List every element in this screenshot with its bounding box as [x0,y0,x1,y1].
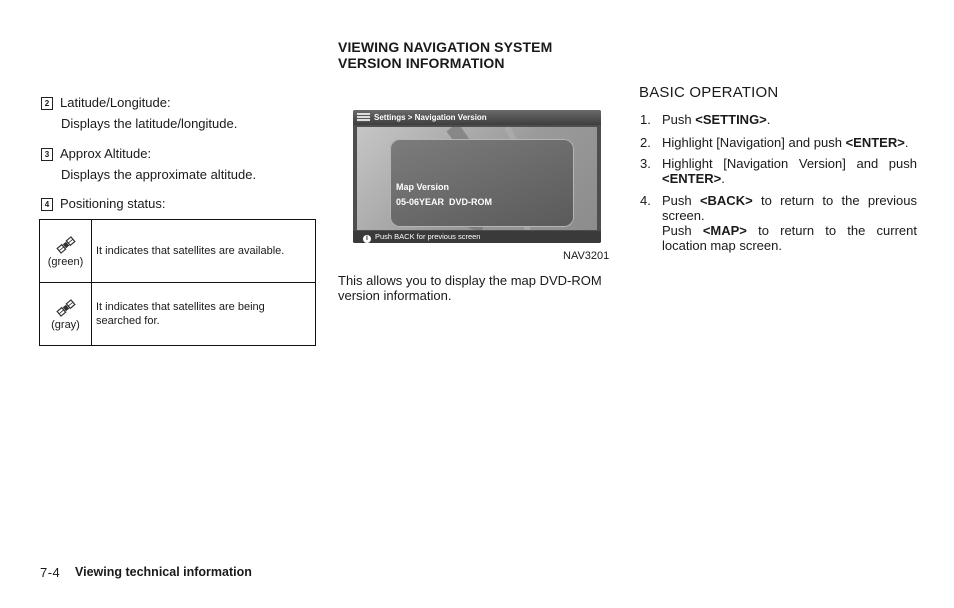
step-text-part: to return to the current [746,223,918,238]
key-name: <BACK> [699,193,753,208]
item-label: Positioning status: [60,196,166,211]
item-description: Displays the approximate altitude. [61,167,257,182]
item-number-badge: 2 [41,97,53,110]
table-row [40,283,316,346]
screen-body [357,127,597,230]
item-label: Latitude/Longitude: [60,95,171,110]
icon-cell [40,283,92,346]
step-line [662,223,917,238]
item-number-badge: 3 [41,148,53,161]
item-latlong [41,95,171,110]
version-panel [390,139,574,227]
step-number: 1. [640,112,651,127]
satellite-icon [56,298,76,318]
footer-title: Viewing technical information [75,565,252,579]
info-icon: i [363,235,371,243]
version-value: 05-06YEAR DVD-ROM [396,197,493,207]
step-number: 4. [640,193,651,208]
screen-footer-bar [353,231,601,243]
section-title-line: VIEWING NAVIGATION SYSTEM [338,39,553,55]
satellite-icon [56,235,76,255]
paragraph-line: version information. [338,288,452,303]
step-text-part: screen. [662,208,705,223]
step-text-part: Push [662,112,696,127]
navigation-screen-image [353,110,601,243]
basic-operation-heading: BASIC OPERATION [639,84,779,101]
screen-menu-icon [357,113,370,122]
step-text-part: to return to the previous [752,193,917,208]
item-positioning [41,196,166,211]
step-text [662,135,917,150]
page-number: 7-4 [40,565,61,580]
item-altitude [41,146,151,161]
step-text [662,193,917,253]
screen-footer-text: Push BACK for previous screen [375,232,481,241]
item-description: Displays the latitude/longitude. [61,116,238,131]
step-text-part: . [721,171,725,186]
step-text [662,156,917,186]
step-text-part: location map screen. [662,238,782,253]
step-number: 3. [640,156,651,171]
key-name: <ENTER> [662,171,722,186]
version-label: Map Version [396,182,450,192]
description-paragraph [338,273,617,303]
step-line [662,193,917,208]
figure-id: NAV3201 [563,250,610,262]
key-name: <SETTING> [695,112,767,127]
key-name: <MAP> [702,223,747,238]
step-text-part: Push [662,223,703,238]
step-text-part: Push [662,193,700,208]
step-text-part: Highlight [Navigation Version] and push [662,156,917,171]
paragraph-line: This allows you to display the map DVD-ROM [338,273,602,288]
key-name: <ENTER> [845,135,905,150]
desc-line: It indicates that satellites are being [96,301,265,313]
section-title-line: VERSION INFORMATION [338,55,505,71]
section-title [338,39,552,71]
step-text-part: . [904,135,909,150]
positioning-status-table [39,219,316,346]
icon-color-label: (gray) [51,318,80,331]
step-text [662,112,917,127]
screen-header-bar [353,110,601,125]
status-description [92,283,316,346]
step-text-part: . [766,112,771,127]
desc-line: searched for. [96,315,160,327]
status-description: It indicates that satellites are available. [92,220,316,283]
table-row [40,220,316,283]
icon-cell [40,220,92,283]
screen-header-text: Settings > Navigation Version [374,113,487,122]
step-text-part: Highlight [Navigation] and push [662,135,846,150]
item-number-badge: 4 [41,198,53,211]
icon-color-label: (green) [47,255,84,268]
step-number: 2. [640,135,651,150]
item-label: Approx Altitude: [60,146,152,161]
